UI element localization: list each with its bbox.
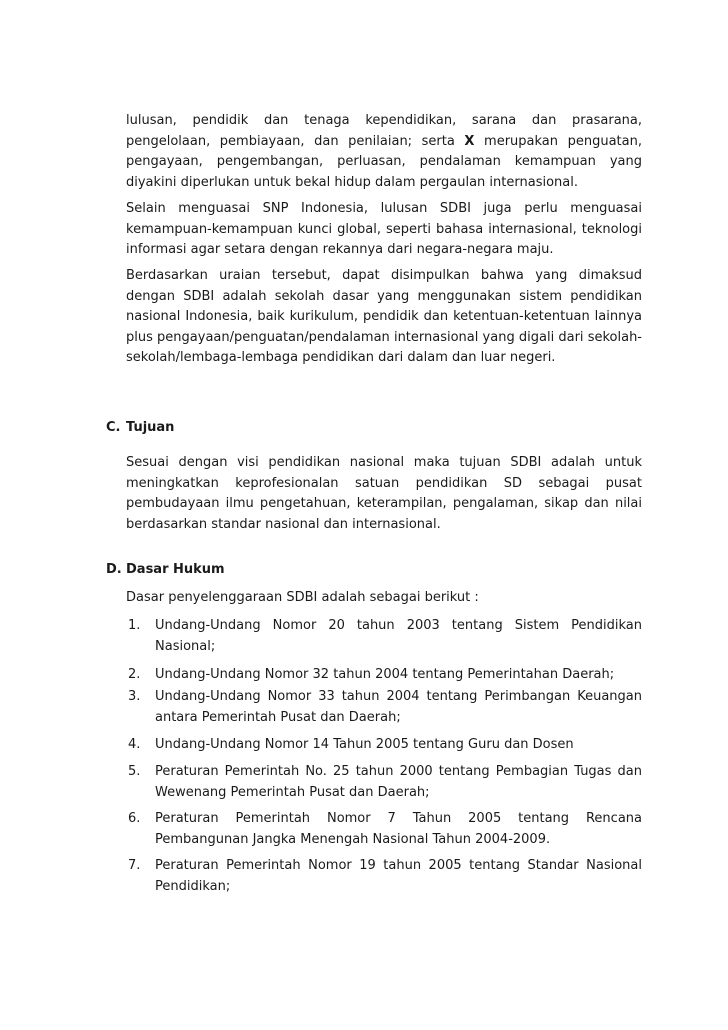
- list-item-text: Undang-Undang Nomor 33 tahun 2004 tentang Perimbangan Keuangan antara Pemerintah Pusat dan Daerah;: [155, 689, 642, 725]
- list-number: 2.: [128, 667, 141, 682]
- list-item: [128, 735, 642, 756]
- list-item-text: Undang-Undang Nomor 32 tahun 2004 tentang Pemerintahan Daerah;: [155, 667, 615, 682]
- list-item-text: Peraturan Pemerintah No. 25 tahun 2000 tentang Pembagian Tugas dan Wewenang Pemerintah Pusat dan Daerah;: [155, 764, 642, 800]
- section-heading-tujuan: [106, 418, 174, 439]
- paragraph-tujuan: Sesuai dengan visi pendidikan nasional maka tujuan SDBI adalah untuk meningkatkan keprofesionalan satuan pendidikan SD sebagai pusat pembudayaan ilmu pengetahuan, keterampilan, pengalaman, sikap dan nilai berdasarkan standar nasional dan internasional.: [126, 455, 642, 532]
- list-item-text: Undang-Undang Nomor 14 Tahun 2005 tentang Guru dan Dosen: [155, 737, 574, 752]
- dasar-hukum-intro: Dasar penyelenggaraan SDBI adalah sebagai berikut :: [126, 590, 479, 605]
- list-number: 4.: [128, 737, 141, 752]
- list-item: [128, 762, 642, 803]
- section-heading-dasar-hukum: [106, 560, 225, 581]
- list-item-text: Peraturan Pemerintah Nomor 19 tahun 2005 tentang Standar Nasional Pendidikan;: [155, 858, 642, 894]
- paragraph-snp-components: [126, 111, 642, 193]
- list-number: 1.: [128, 618, 141, 633]
- list-item-text: Undang-Undang Nomor 20 tahun 2003 tentang Sistem Pendidikan Nasional;: [155, 618, 642, 654]
- list-item: [128, 809, 642, 850]
- section-title: Tujuan: [126, 420, 175, 435]
- list-item: [128, 616, 642, 657]
- section-letter: C.: [106, 420, 121, 435]
- list-item: [128, 665, 642, 686]
- list-item: [128, 856, 642, 897]
- paragraph-text: merupakan penguatan, pengayaan, pengembangan, perluasan, pendalaman kemampuan yang diyakini diperlukan untuk bekal hidup dalam pergaulan internasional.: [126, 133, 642, 190]
- section-title: Dasar Hukum: [126, 562, 225, 577]
- variable-x: X: [464, 133, 475, 149]
- list-item-text: Peraturan Pemerintah Nomor 7 Tahun 2005 tentang Rencana Pembangunan Jangka Menengah Nasional Tahun 2004-2009.: [155, 811, 642, 847]
- list-item: [128, 687, 642, 728]
- section-letter: D.: [106, 562, 122, 577]
- paragraph-global-competencies: Selain menguasai SNP Indonesia, lulusan SDBI juga perlu menguasai kemampuan-kemampuan kunci global, seperti bahasa internasional, teknologi informasi agar setara dengan rekannya dari negara-negara maju.: [126, 201, 642, 257]
- paragraph-sdbi-definition: Berdasarkan uraian tersebut, dapat disimpulkan bahwa yang dimaksud dengan SDBI adalah sekolah dasar yang menggunakan sistem pendidikan nasional Indonesia, baik kurikulum, pendidik dan ketentuan-ketentuan lainnya plus pengayaan/penguatan/pendalaman internasional yang digali dari sekolah-sekolah/lembaga-lembaga pendidikan dari dalam dan luar negeri.: [126, 268, 642, 365]
- list-number: 5.: [128, 764, 141, 779]
- paragraph-text: lulusan, pendidik dan tenaga kependidikan, sarana dan prasarana, pengelolaan, pembiayaan, dan penilaian; serta: [126, 113, 642, 149]
- list-number: 7.: [128, 858, 141, 873]
- list-number: 6.: [128, 811, 141, 826]
- list-number: 3.: [128, 689, 141, 704]
